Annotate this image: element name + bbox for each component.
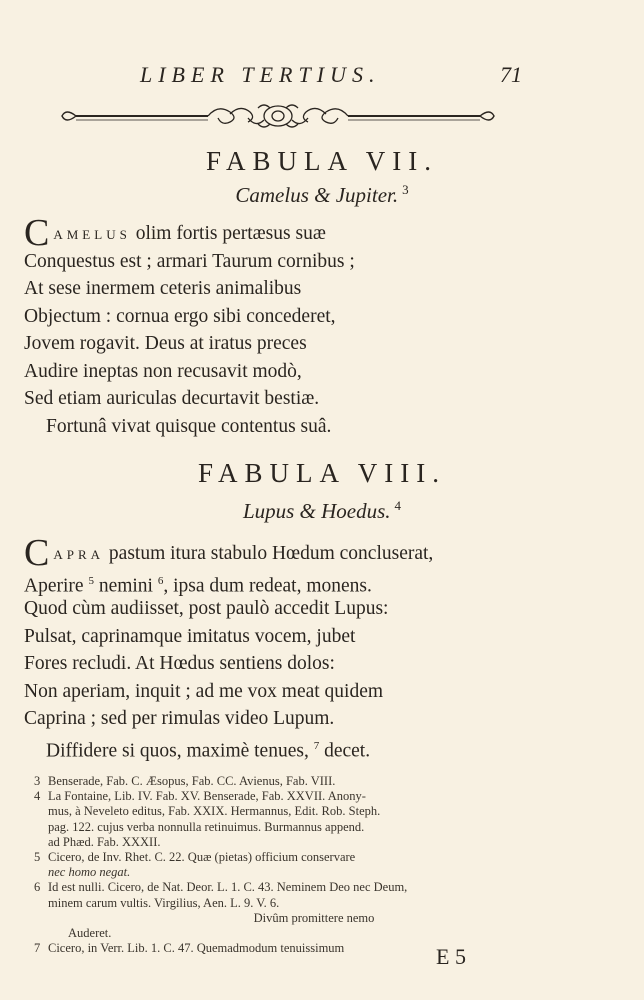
verse-line: Fores recludi. At Hœdus sentiens dolos: (24, 653, 335, 674)
footnote-number: 4 (34, 789, 41, 804)
footnote-number: 5 (34, 850, 41, 865)
verse-text: nemini (93, 575, 158, 596)
verse-line: Jovem rogavit. Deus at iratus preces (24, 333, 307, 354)
verse-line (24, 568, 614, 596)
fable-8-subtitle (0, 498, 644, 524)
footnote-quote: Divûm promittere nemo (253, 910, 375, 925)
footnote-quote: Auderet. (68, 926, 112, 941)
verse-line: Sed etiam auriculas decurtavit bestiæ. (24, 388, 320, 409)
footnote-continuation: minem carum vultis. Virgilius, Aen. L. 9. V. 6. (48, 895, 280, 910)
verse-line: Pulsat, caprinamque imitatus vocem, jubet (24, 625, 356, 647)
footnote-continuation: ad Phæd. Fab. XXXII. (48, 834, 161, 849)
verse-line (24, 532, 614, 574)
fable-8-moral (24, 733, 614, 761)
footnote-number: 6 (34, 880, 41, 895)
printer-signature-mark: E 5 (436, 944, 466, 969)
verse-text: pastum itura stabulo Hœdum concluserat, (104, 543, 434, 564)
small-caps-word: APRA (53, 547, 105, 562)
verse-line: Caprina ; sed per rimulas video Lupum. (24, 708, 335, 729)
page-number: 71 (500, 62, 522, 87)
verse-line: Objectum : cornua ergo sibi concederet, (24, 305, 336, 327)
footnote (34, 774, 594, 789)
footnote (34, 941, 594, 956)
small-caps-word: AMELUS (53, 227, 131, 242)
decorative-rule-ornament (58, 100, 498, 132)
verse-line (24, 212, 614, 254)
verse-line: Non aperiam, inquit ; ad me vox meat quidem (24, 680, 384, 702)
fable-7-verse (24, 212, 614, 440)
fable-7-moral: Fortunâ vivat quisque contentus suâ. (46, 415, 332, 437)
fable-7-title: FABULA VII. (205, 146, 438, 176)
footnote (34, 789, 594, 804)
verse-text: , ipsa dum redeat, monens. (163, 575, 372, 596)
running-title: LIBER TERTIUS. (140, 62, 381, 87)
fable-8-verse (24, 532, 614, 761)
note-ref: 6 (157, 574, 164, 587)
verse-text: Diffidere si quos, maximè tenues, (46, 740, 314, 761)
verse-line: Conquestus est ; armari Taurum cornibus ; (24, 250, 355, 272)
footnote-text: Benserade, Fab. C. Æsopus, Fab. CC. Avienus, Fab. VIII. (48, 774, 336, 788)
footnote-number: 7 (34, 941, 41, 956)
drop-cap: C (24, 532, 50, 574)
fable-7-subtitle (0, 182, 644, 208)
footnote-text: Id est nulli. Cicero, de Nat. Deor. L. 1. C. 43. Neminem Deo nec Deum, (48, 880, 408, 895)
verse-line: Audire ineptas non recusavit modò, (24, 360, 302, 382)
footnote-number: 3 (34, 774, 41, 788)
verse-line: At sese inermem ceteris animalibus (24, 278, 302, 299)
footnote-continuation: pag. 122. cujus verba nonnulla retinuimus. Burmannus append. (48, 819, 365, 834)
footnote-continuation: nec homo negat. (48, 865, 131, 880)
fable-8-title: FABULA VIII. (197, 458, 446, 488)
note-ref: 7 (313, 739, 320, 752)
note-ref: 5 (88, 574, 94, 587)
footnote (34, 880, 594, 895)
footnote-text: Cicero, de Inv. Rhet. C. 22. Quæ (pietas) officium conservare (48, 850, 356, 865)
verse-line: Quod cùm audiisset, post paulò accedit Lupus: (24, 598, 389, 619)
footnote-text: Cicero, in Verr. Lib. 1. C. 47. Quemadmodum tenuissimum (48, 941, 345, 956)
footnote (34, 850, 594, 865)
footnote-continuation: mus, à Neveleto editus, Fab. XXIX. Hermannus, Edit. Rob. Steph. (48, 804, 381, 819)
fable-7-subtitle-text: Camelus & Jupiter. (235, 183, 399, 207)
verse-text: Aperire (24, 575, 89, 596)
drop-cap: C (24, 212, 50, 254)
verse-text: olim fortis pertæsus suæ (130, 223, 326, 244)
fable-8-note-ref: 4 (394, 498, 402, 513)
fable-7-note-ref: 3 (402, 182, 409, 197)
fable-8-subtitle-text: Lupus & Hoedus. (242, 499, 391, 523)
footnote-text: La Fontaine, Lib. IV. Fab. XV. Benserade, Fab. XXVII. Anony- (48, 789, 366, 804)
verse-text: decet. (319, 740, 371, 761)
footnotes (34, 774, 594, 956)
